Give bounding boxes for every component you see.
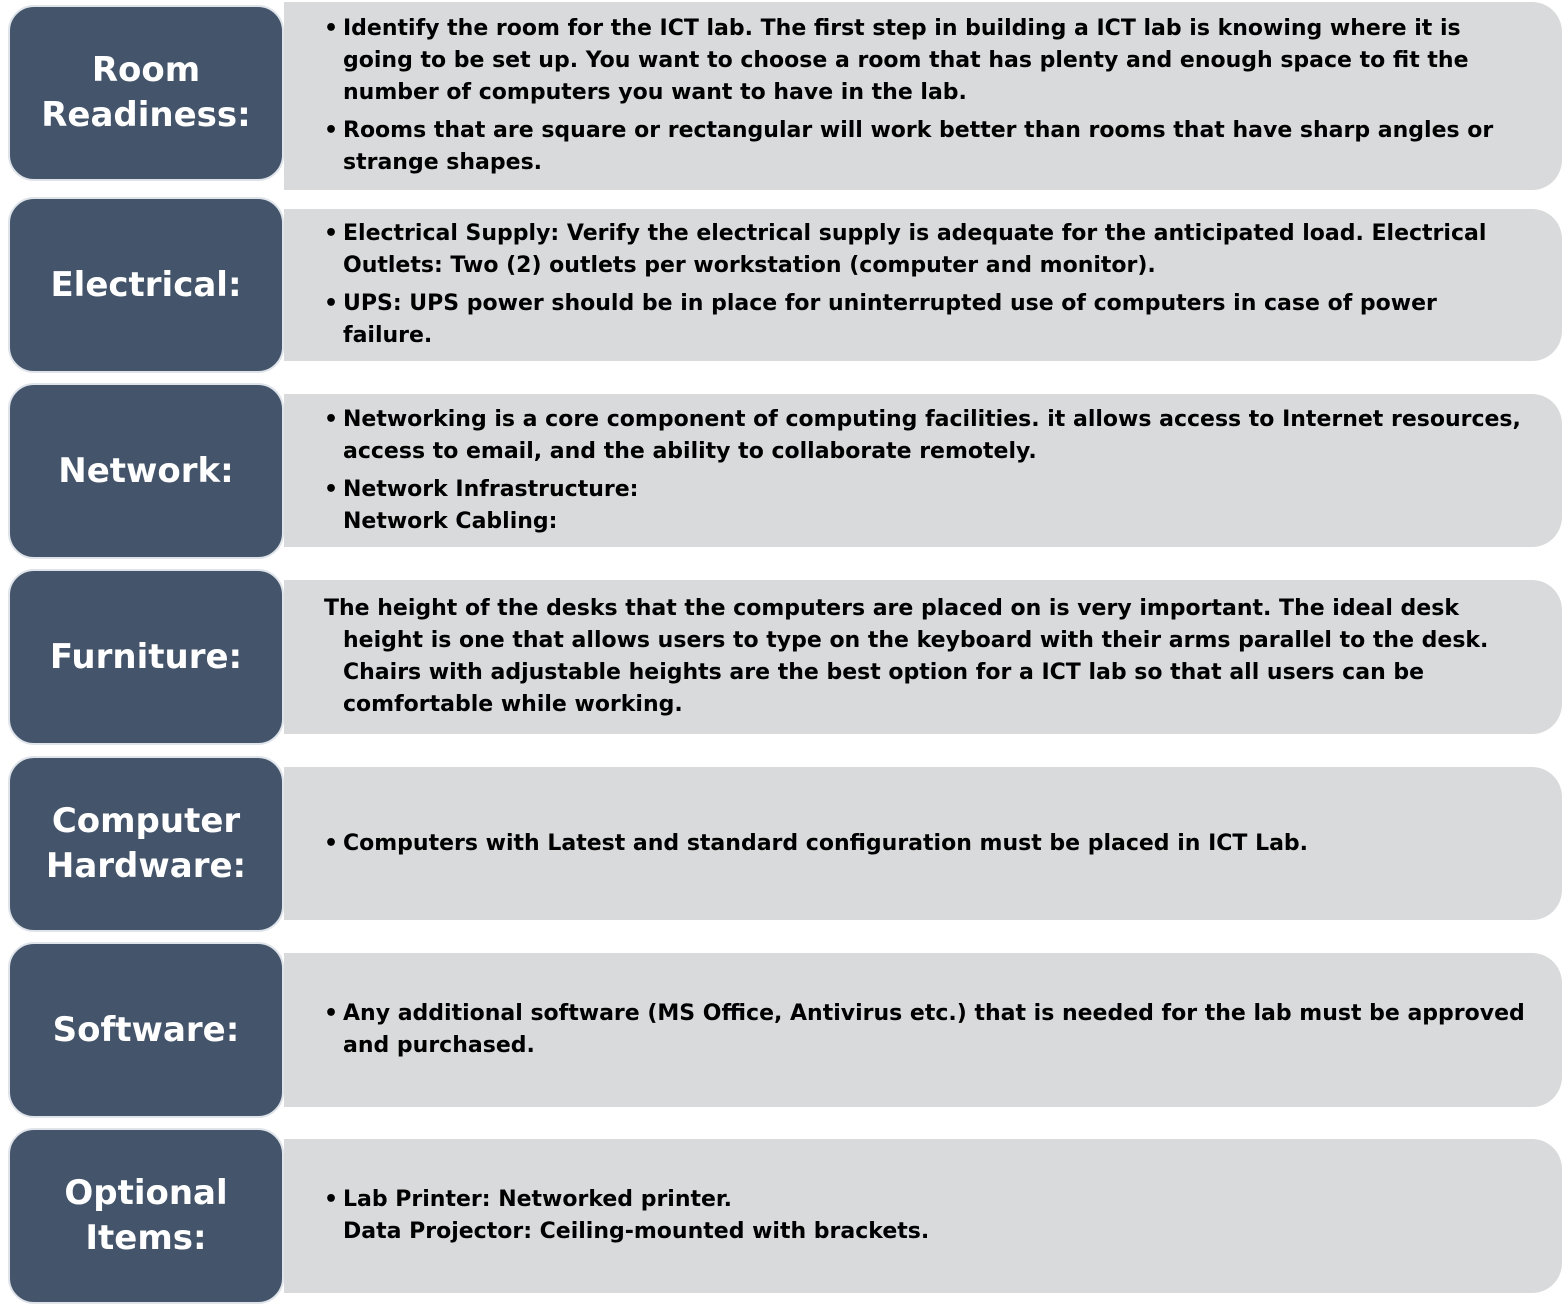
furniture-paragraph: The height of the desks that the computers are placed on is very important. The ideal desk height is one that allows users to type on the keyboard with their arms parallel to the desk. Chairs with adjustable heights are the best option for a ICT lab so that all users can be comfortable while working. — [324, 596, 1489, 717]
bullet-item: • Identify the room for the ICT lab. The first step in building a ICT lab is knowing where it is going to be set up. You want to choose a room that has plenty and enough space to fit the number of computers you want to have in the lab. — [324, 13, 1532, 109]
label-network: Network: — [8, 383, 284, 559]
panel-software — [284, 953, 1562, 1107]
bullet-item: • Rooms that are square or rectangular will work better than rooms that have sharp angles or strange shapes. — [324, 115, 1532, 179]
panel-furniture — [284, 580, 1562, 734]
label-software: Software: — [8, 942, 284, 1118]
bullet-item: • Computers with Latest and standard configuration must be placed in ICT Lab. — [324, 828, 1532, 860]
row-room-readiness — [0, 5, 1568, 191]
bullet-item: • Any additional software (MS Office, Antivirus etc.) that is needed for the lab must be approved and purchased. — [324, 998, 1532, 1062]
panel-network — [284, 394, 1562, 547]
bullet-item: • Lab Printer: Networked printer. Data Projector: Ceiling-mounted with brackets. — [324, 1184, 1532, 1248]
label-optional-items: Optional Items: — [8, 1128, 284, 1304]
bullet-item: • Networking is a core component of computing facilities. it allows access to Internet resources, access to email, and the ability to collaborate remotely. — [324, 404, 1532, 468]
panel-computer-hardware — [284, 767, 1562, 920]
panel-optional-items — [284, 1139, 1562, 1293]
panel-room-readiness — [284, 2, 1562, 190]
row-computer-hardware — [0, 756, 1568, 942]
row-furniture — [0, 569, 1568, 755]
bullet-item: • Network Infrastructure: Network Cabling: — [324, 474, 1532, 538]
label-room-readiness: Room Readiness: — [8, 5, 284, 181]
row-software — [0, 942, 1568, 1128]
row-optional-items — [0, 1128, 1568, 1314]
panel-electrical — [284, 209, 1562, 361]
row-network — [0, 383, 1568, 569]
row-electrical — [0, 197, 1568, 383]
label-furniture: Furniture: — [8, 569, 284, 745]
label-computer-hardware: Computer Hardware: — [8, 756, 284, 932]
bullet-item: • Electrical Supply: Verify the electrical supply is adequate for the anticipated load. Electrical Outlets: Two (2) outlets per workstation (computer and monitor). — [324, 218, 1532, 282]
bullet-item: • UPS: UPS power should be in place for uninterrupted use of computers in case of power failure. — [324, 288, 1532, 352]
label-electrical: Electrical: — [8, 197, 284, 373]
